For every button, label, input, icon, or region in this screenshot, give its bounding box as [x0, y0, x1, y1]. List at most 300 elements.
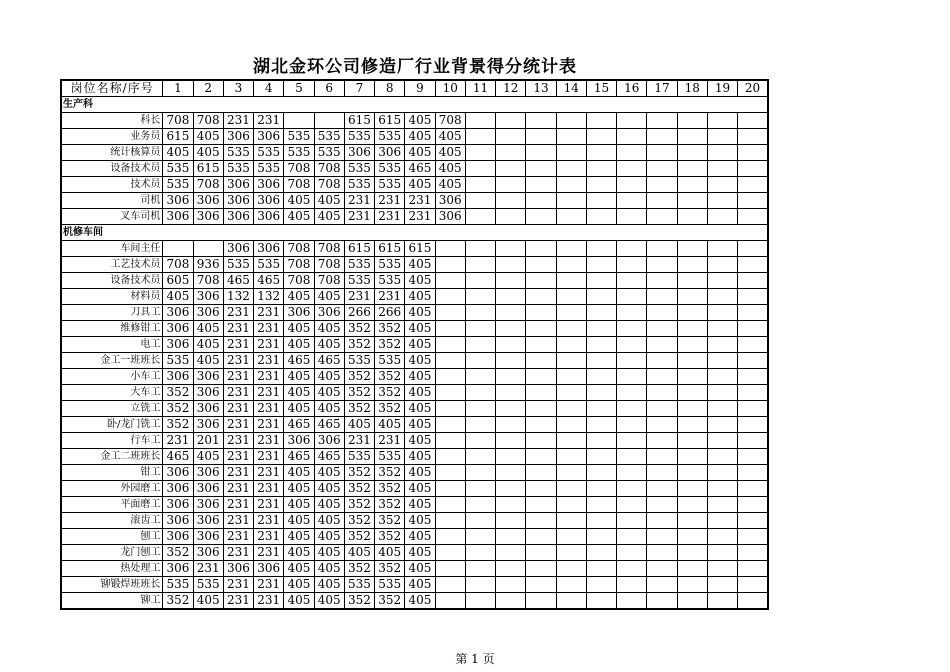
- score-cell: 405: [405, 513, 435, 529]
- score-cell: [526, 321, 556, 337]
- score-cell: [647, 433, 677, 449]
- score-cell: 352: [375, 513, 405, 529]
- score-cell: [617, 497, 647, 513]
- column-header-number: 1: [163, 80, 193, 97]
- score-cell: 405: [284, 289, 314, 305]
- score-cell: 306: [193, 545, 223, 561]
- score-cell: 405: [344, 417, 374, 433]
- score-cell: [526, 577, 556, 593]
- score-cell: 231: [223, 577, 253, 593]
- score-cell: 405: [405, 369, 435, 385]
- score-cell: [586, 593, 616, 610]
- score-cell: [707, 353, 737, 369]
- score-cell: 231: [254, 401, 284, 417]
- score-cell: [677, 177, 707, 193]
- score-cell: [556, 497, 586, 513]
- score-cell: 708: [314, 177, 344, 193]
- score-cell: [707, 193, 737, 209]
- score-cell: 231: [223, 305, 253, 321]
- column-header-number: 12: [496, 80, 526, 97]
- score-cell: [465, 369, 495, 385]
- score-cell: 352: [375, 401, 405, 417]
- score-cell: [586, 449, 616, 465]
- score-cell: [435, 593, 465, 610]
- column-header-number: 9: [405, 80, 435, 97]
- score-cell: [738, 241, 768, 257]
- score-cell: 352: [344, 337, 374, 353]
- score-cell: 306: [193, 417, 223, 433]
- score-cell: [677, 193, 707, 209]
- score-cell: [556, 129, 586, 145]
- score-cell: 405: [193, 449, 223, 465]
- score-cell: [496, 209, 526, 225]
- score-cell: [647, 561, 677, 577]
- score-cell: [435, 481, 465, 497]
- score-cell: [556, 513, 586, 529]
- score-cell: 306: [284, 433, 314, 449]
- score-cell: 231: [254, 577, 284, 593]
- score-cell: 405: [344, 545, 374, 561]
- score-cell: 535: [284, 145, 314, 161]
- score-cell: [677, 241, 707, 257]
- score-cell: [617, 481, 647, 497]
- score-cell: [647, 481, 677, 497]
- score-cell: 306: [254, 241, 284, 257]
- score-cell: [707, 241, 737, 257]
- score-cell: 708: [284, 177, 314, 193]
- score-cell: [496, 481, 526, 497]
- score-cell: [677, 209, 707, 225]
- score-cell: [586, 353, 616, 369]
- score-cell: [617, 433, 647, 449]
- score-cell: [586, 337, 616, 353]
- score-cell: 405: [405, 145, 435, 161]
- score-cell: [738, 529, 768, 545]
- score-cell: [526, 273, 556, 289]
- score-cell: [496, 401, 526, 417]
- score-cell: 306: [314, 433, 344, 449]
- score-cell: 231: [254, 113, 284, 129]
- score-cell: [617, 193, 647, 209]
- score-cell: 535: [223, 145, 253, 161]
- position-name-cell: 大车工: [61, 385, 163, 401]
- score-cell: 306: [193, 481, 223, 497]
- score-cell: [738, 577, 768, 593]
- score-cell: [526, 513, 556, 529]
- score-cell: 405: [284, 545, 314, 561]
- score-cell: 306: [435, 209, 465, 225]
- score-cell: [738, 593, 768, 610]
- section-title: 生产科: [61, 97, 768, 113]
- score-cell: 231: [254, 593, 284, 610]
- score-cell: [496, 433, 526, 449]
- score-cell: 708: [193, 273, 223, 289]
- score-cell: 405: [405, 449, 435, 465]
- score-cell: 306: [254, 561, 284, 577]
- score-cell: [586, 497, 616, 513]
- score-cell: 405: [163, 289, 193, 305]
- score-cell: [435, 497, 465, 513]
- score-cell: [738, 465, 768, 481]
- position-name-cell: 龙门刨工: [61, 545, 163, 561]
- score-cell: [738, 161, 768, 177]
- score-cell: [707, 417, 737, 433]
- score-cell: 405: [284, 209, 314, 225]
- score-cell: [738, 305, 768, 321]
- score-cell: [677, 529, 707, 545]
- score-cell: [738, 385, 768, 401]
- score-cell: [556, 449, 586, 465]
- score-cell: 405: [405, 465, 435, 481]
- score-cell: [707, 545, 737, 561]
- score-cell: 405: [314, 209, 344, 225]
- score-cell: [556, 465, 586, 481]
- position-name-cell: 铆锻焊班班长: [61, 577, 163, 593]
- score-cell: 306: [163, 209, 193, 225]
- score-cell: [677, 321, 707, 337]
- score-cell: [526, 593, 556, 610]
- score-cell: [707, 305, 737, 321]
- score-cell: [526, 353, 556, 369]
- table-row: [61, 209, 768, 225]
- score-cell: [617, 369, 647, 385]
- score-cell: [465, 385, 495, 401]
- score-cell: 231: [223, 465, 253, 481]
- score-cell: [526, 305, 556, 321]
- score-cell: 352: [344, 385, 374, 401]
- score-cell: [707, 145, 737, 161]
- score-cell: [496, 369, 526, 385]
- score-cell: [496, 577, 526, 593]
- score-cell: 535: [344, 177, 374, 193]
- score-cell: 535: [344, 273, 374, 289]
- score-cell: 615: [344, 113, 374, 129]
- score-cell: [738, 449, 768, 465]
- score-cell: [526, 401, 556, 417]
- score-cell: 231: [405, 209, 435, 225]
- score-cell: [617, 529, 647, 545]
- score-cell: [556, 545, 586, 561]
- score-cell: 306: [163, 305, 193, 321]
- score-cell: 231: [254, 481, 284, 497]
- score-cell: 231: [223, 321, 253, 337]
- score-cell: 615: [193, 161, 223, 177]
- score-cell: [707, 113, 737, 129]
- score-cell: [496, 449, 526, 465]
- score-cell: [677, 593, 707, 610]
- score-cell: 465: [254, 273, 284, 289]
- column-header-number: 18: [677, 80, 707, 97]
- score-cell: [586, 193, 616, 209]
- score-cell: [617, 593, 647, 610]
- score-cell: 306: [254, 209, 284, 225]
- score-cell: [465, 417, 495, 433]
- score-cell: [677, 513, 707, 529]
- column-header-number: 13: [526, 80, 556, 97]
- score-cell: [556, 257, 586, 273]
- score-cell: [617, 353, 647, 369]
- score-cell: 405: [405, 353, 435, 369]
- score-cell: [526, 161, 556, 177]
- score-cell: 405: [284, 193, 314, 209]
- page-title: 湖北金环公司修造厂行业背景得分统计表: [253, 57, 577, 77]
- position-name-cell: 小车工: [61, 369, 163, 385]
- score-cell: [677, 129, 707, 145]
- score-cell: [496, 289, 526, 305]
- score-cell: [496, 129, 526, 145]
- score-cell: 405: [284, 497, 314, 513]
- section-row: [61, 225, 768, 241]
- table-row: [61, 385, 768, 401]
- score-cell: 405: [405, 561, 435, 577]
- score-cell: [738, 369, 768, 385]
- score-cell: [556, 481, 586, 497]
- table-row: [61, 161, 768, 177]
- score-cell: [617, 289, 647, 305]
- position-name-cell: 司机: [61, 193, 163, 209]
- score-cell: [617, 545, 647, 561]
- score-cell: [465, 513, 495, 529]
- score-cell: [617, 305, 647, 321]
- score-cell: 231: [254, 465, 284, 481]
- score-cell: [647, 193, 677, 209]
- position-name-cell: 刨工: [61, 529, 163, 545]
- score-cell: [738, 417, 768, 433]
- score-cell: [586, 321, 616, 337]
- score-cell: [707, 129, 737, 145]
- score-cell: 231: [223, 337, 253, 353]
- score-cell: [738, 145, 768, 161]
- score-cell: [556, 577, 586, 593]
- score-cell: 405: [284, 561, 314, 577]
- score-cell: 405: [284, 465, 314, 481]
- score-cell: [496, 177, 526, 193]
- score-cell: 352: [375, 481, 405, 497]
- score-cell: 405: [405, 577, 435, 593]
- score-cell: [435, 289, 465, 305]
- score-cell: 352: [163, 593, 193, 610]
- position-name-cell: 材料员: [61, 289, 163, 305]
- score-cell: [465, 481, 495, 497]
- score-cell: 708: [163, 113, 193, 129]
- score-cell: 231: [223, 481, 253, 497]
- score-cell: 465: [314, 449, 344, 465]
- score-cell: 132: [254, 289, 284, 305]
- score-cell: 405: [405, 129, 435, 145]
- score-cell: 352: [375, 529, 405, 545]
- score-cell: [677, 401, 707, 417]
- score-cell: 306: [163, 465, 193, 481]
- score-cell: [435, 273, 465, 289]
- score-cell: [738, 273, 768, 289]
- score-cell: [465, 289, 495, 305]
- score-cell: [193, 241, 223, 257]
- score-cell: [738, 353, 768, 369]
- score-cell: 535: [375, 177, 405, 193]
- score-cell: [738, 497, 768, 513]
- score-cell: [707, 385, 737, 401]
- score-cell: [677, 113, 707, 129]
- score-cell: [586, 417, 616, 433]
- score-cell: [465, 209, 495, 225]
- score-table: [60, 79, 769, 610]
- score-cell: 231: [254, 545, 284, 561]
- score-cell: 352: [344, 593, 374, 610]
- score-cell: 352: [375, 465, 405, 481]
- table-row: [61, 545, 768, 561]
- score-cell: 708: [284, 257, 314, 273]
- score-cell: [526, 481, 556, 497]
- score-cell: [586, 433, 616, 449]
- table-row: [61, 577, 768, 593]
- score-cell: 306: [223, 561, 253, 577]
- column-header-number: 2: [193, 80, 223, 97]
- score-cell: [677, 433, 707, 449]
- score-cell: 405: [163, 145, 193, 161]
- score-cell: 132: [223, 289, 253, 305]
- score-cell: [496, 593, 526, 610]
- score-cell: [556, 113, 586, 129]
- table-row: [61, 321, 768, 337]
- score-cell: [465, 465, 495, 481]
- score-cell: 231: [375, 433, 405, 449]
- score-cell: 352: [375, 337, 405, 353]
- score-cell: [647, 417, 677, 433]
- score-cell: [435, 513, 465, 529]
- score-cell: [707, 433, 737, 449]
- score-cell: 405: [193, 129, 223, 145]
- score-cell: 405: [435, 129, 465, 145]
- score-cell: 306: [223, 241, 253, 257]
- score-cell: 352: [344, 529, 374, 545]
- score-cell: [707, 481, 737, 497]
- score-cell: [677, 257, 707, 273]
- score-cell: [556, 337, 586, 353]
- score-cell: 405: [314, 337, 344, 353]
- score-cell: [526, 177, 556, 193]
- score-cell: [738, 545, 768, 561]
- position-name-cell: 技术员: [61, 177, 163, 193]
- score-cell: [677, 417, 707, 433]
- score-cell: [556, 177, 586, 193]
- score-cell: 405: [284, 529, 314, 545]
- score-cell: [556, 321, 586, 337]
- score-cell: 306: [375, 145, 405, 161]
- score-cell: [738, 289, 768, 305]
- table-row: [61, 193, 768, 209]
- score-cell: 405: [405, 113, 435, 129]
- score-cell: [617, 209, 647, 225]
- score-cell: [586, 241, 616, 257]
- score-cell: 615: [375, 113, 405, 129]
- position-name-cell: 叉车司机: [61, 209, 163, 225]
- score-cell: [647, 545, 677, 561]
- score-cell: [526, 561, 556, 577]
- score-cell: 465: [284, 417, 314, 433]
- score-cell: 405: [405, 321, 435, 337]
- score-cell: 405: [284, 481, 314, 497]
- score-cell: 405: [314, 385, 344, 401]
- position-name-cell: 电工: [61, 337, 163, 353]
- column-header-number: 19: [707, 80, 737, 97]
- column-header-number: 3: [223, 80, 253, 97]
- score-cell: 405: [314, 481, 344, 497]
- score-cell: [707, 273, 737, 289]
- score-cell: [617, 321, 647, 337]
- score-cell: 535: [375, 273, 405, 289]
- score-cell: [556, 353, 586, 369]
- score-cell: 352: [344, 561, 374, 577]
- score-cell: 405: [405, 273, 435, 289]
- score-cell: [465, 193, 495, 209]
- score-cell: [707, 209, 737, 225]
- score-cell: [677, 145, 707, 161]
- score-cell: 352: [375, 561, 405, 577]
- score-cell: [586, 577, 616, 593]
- column-header-number: 11: [465, 80, 495, 97]
- score-cell: [465, 145, 495, 161]
- score-cell: [496, 561, 526, 577]
- score-cell: 231: [223, 593, 253, 610]
- score-cell: [496, 113, 526, 129]
- score-cell: [677, 353, 707, 369]
- score-cell: 405: [435, 145, 465, 161]
- table-row: [61, 465, 768, 481]
- position-name-cell: 车间主任: [61, 241, 163, 257]
- score-cell: [738, 337, 768, 353]
- column-header-number: 14: [556, 80, 586, 97]
- score-cell: [496, 161, 526, 177]
- position-name-cell: 工艺技术员: [61, 257, 163, 273]
- table-row: [61, 129, 768, 145]
- score-cell: 535: [344, 161, 374, 177]
- score-cell: 535: [223, 161, 253, 177]
- score-cell: [526, 497, 556, 513]
- score-cell: [617, 273, 647, 289]
- score-cell: [496, 145, 526, 161]
- score-cell: [586, 545, 616, 561]
- score-cell: 231: [223, 449, 253, 465]
- score-cell: 465: [314, 353, 344, 369]
- score-cell: 306: [193, 369, 223, 385]
- score-cell: 405: [405, 177, 435, 193]
- score-cell: 615: [344, 241, 374, 257]
- score-cell: [617, 113, 647, 129]
- score-cell: [677, 337, 707, 353]
- score-cell: [465, 321, 495, 337]
- score-cell: 535: [344, 577, 374, 593]
- score-cell: 405: [405, 481, 435, 497]
- score-cell: 405: [314, 193, 344, 209]
- score-cell: 231: [223, 497, 253, 513]
- score-cell: [465, 113, 495, 129]
- score-cell: [526, 545, 556, 561]
- score-cell: 405: [405, 385, 435, 401]
- page-number: 第 1 页: [455, 652, 495, 666]
- table-row: [61, 177, 768, 193]
- score-cell: 405: [314, 561, 344, 577]
- table-row: [61, 497, 768, 513]
- score-cell: 405: [314, 593, 344, 610]
- score-cell: 231: [223, 369, 253, 385]
- score-cell: 405: [405, 545, 435, 561]
- score-cell: [496, 193, 526, 209]
- score-cell: 405: [314, 529, 344, 545]
- score-cell: 306: [193, 401, 223, 417]
- score-cell: 231: [254, 497, 284, 513]
- score-cell: [707, 497, 737, 513]
- score-cell: [526, 417, 556, 433]
